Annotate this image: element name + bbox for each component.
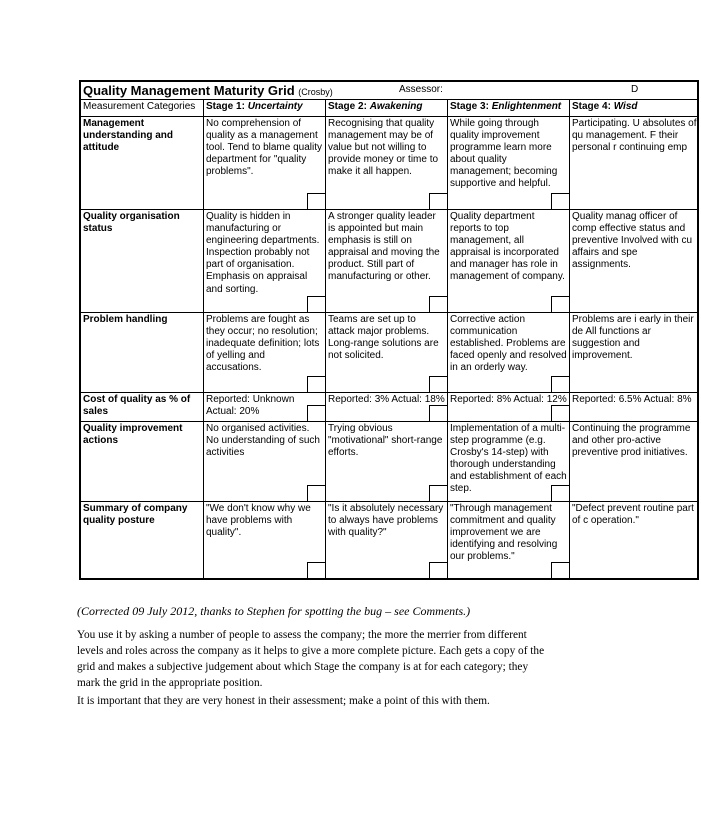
header-stage-1: Stage 1: Uncertainty: [203, 100, 325, 116]
date-label-cut: D: [631, 84, 639, 95]
mark-box[interactable]: [307, 193, 326, 210]
stage-4-cell[interactable]: Problems are i early in their de All functions ar suggestion and improvement.: [569, 313, 701, 392]
stage-4-cell[interactable]: Participating. U absolutes of qu management. F their personal r continuing emp: [569, 117, 701, 209]
category-label: Cost of quality as % of sales: [83, 394, 191, 418]
stage-1-cell[interactable]: "We don't know why we have problems with quality".: [203, 502, 325, 578]
assessor-label: Assessor:: [399, 84, 443, 95]
stage-4-cell[interactable]: Reported: 6.5% Actual: 8%: [569, 393, 701, 421]
stage-2-cell[interactable]: Trying obvious "motivational" short-range efforts.: [325, 422, 447, 501]
header-stage-3: Stage 3: Enlightenment: [447, 100, 569, 116]
stage-3-cell[interactable]: Implementation of a multi-step programme (e.g. Crosby's 14-step) with thorough understanding and establishment of each step.: [447, 422, 569, 501]
category-label: Management understanding and attitude: [83, 118, 173, 154]
category-label: Quality organisation status: [83, 211, 180, 235]
mark-box[interactable]: [551, 296, 570, 313]
stage-3-cell[interactable]: Corrective action communication established. Problems are faced openly and resolved in an orderly way.: [447, 313, 569, 392]
stage-2-cell[interactable]: Teams are set up to attack major problems. Long-range solutions are not solicited.: [325, 313, 447, 392]
header-categories: Measurement Categories: [83, 101, 196, 112]
mark-box[interactable]: [551, 405, 570, 422]
stage-4-cell[interactable]: Quality manag officer of comp effective status and preventive Involved with cu affairs and spe assignments.: [569, 210, 701, 312]
header-row: [81, 100, 697, 117]
stage-3-cell[interactable]: While going through quality improvement programme learn more about quality management; becoming supportive and helpful.: [447, 117, 569, 209]
mark-box[interactable]: [551, 485, 570, 502]
stage-2-cell[interactable]: Reported: 3% Actual: 18%: [325, 393, 447, 421]
mark-box[interactable]: [429, 296, 448, 313]
mark-box[interactable]: [551, 376, 570, 393]
grid-row-problem-handling: [81, 313, 697, 393]
stage-4-cell[interactable]: Continuing the programme and other pro-active preventive prod initiatives.: [569, 422, 701, 501]
stage-3-cell[interactable]: Quality department reports to top management, all appraisal is incorporated and manager has role in management of company.: [447, 210, 569, 312]
mark-box[interactable]: [429, 485, 448, 502]
grid-row-summary-posture: [81, 502, 697, 578]
grid-title-row: [81, 82, 697, 100]
stage-2-cell[interactable]: Recognising that quality management may be of value but not willing to provide money or time to make it all happen.: [325, 117, 447, 209]
maturity-grid-image: [79, 80, 697, 606]
mark-box[interactable]: [551, 562, 570, 579]
stage-3-cell[interactable]: Reported: 8% Actual: 12%: [447, 393, 569, 421]
mark-box[interactable]: [307, 485, 326, 502]
honesty-paragraph: It is important that they are very honest in their assessment; make a point of this with them.: [77, 695, 490, 707]
mark-box[interactable]: [429, 562, 448, 579]
mark-box[interactable]: [307, 376, 326, 393]
category-label: Quality improvement actions: [83, 423, 183, 447]
grid-row-management: [81, 117, 697, 210]
category-label: Summary of company quality posture: [83, 503, 188, 527]
mark-box[interactable]: [307, 405, 326, 422]
stage-2-cell[interactable]: A stronger quality leader is appointed but main emphasis is still on appraisal and moving the product. Still part of manufacturing or other.: [325, 210, 447, 312]
header-stage-2: Stage 2: Awakening: [325, 100, 447, 116]
maturity-grid-table: [79, 80, 699, 580]
correction-caption: (Corrected 09 July 2012, thanks to Stephen for spotting the bug – see Comments.): [77, 604, 471, 618]
stage-2-cell[interactable]: "Is it absolutely necessary to always have problems with quality?": [325, 502, 447, 578]
mark-box[interactable]: [429, 193, 448, 210]
usage-paragraph: You use it by asking a number of people to assess the company; the more the merrier from different levels and roles across the company as it helps to give a more complete picture. Each gets a copy of the grid and makes a subjective judgement about which Stage the company is at for each category; they mark the grid in the appropriate position.: [77, 629, 545, 689]
stage-1-cell[interactable]: Problems are fought as they occur; no resolution; inadequate definition; lots of yelling and accusations.: [203, 313, 325, 392]
mark-box[interactable]: [307, 296, 326, 313]
stage-4-cell[interactable]: "Defect prevent routine part of c operation.": [569, 502, 701, 578]
stage-1-cell[interactable]: No comprehension of quality as a management tool. Tend to blame quality department for "quality problems".: [203, 117, 325, 209]
stage-3-cell[interactable]: "Through management commitment and quality improvement we are identifying and resolving our problems.": [447, 502, 569, 578]
header-stage-4: Stage 4: Wisd: [569, 100, 701, 116]
stage-1-cell[interactable]: No organised activities. No understanding of such activities: [203, 422, 325, 501]
mark-box[interactable]: [429, 376, 448, 393]
mark-box[interactable]: [551, 193, 570, 210]
category-label: Problem handling: [83, 314, 168, 325]
mark-box[interactable]: [429, 405, 448, 422]
grid-title: Quality Management Maturity Grid (Crosby): [83, 83, 333, 98]
mark-box[interactable]: [307, 562, 326, 579]
grid-title-source: (Crosby): [298, 87, 333, 97]
stage-1-cell[interactable]: Quality is hidden in manufacturing or engineering departments. Inspection probably not part of organisation. Emphasis on appraisal and sorting.: [203, 210, 325, 312]
grid-row-organisation: [81, 210, 697, 313]
stage-1-cell[interactable]: Reported: Unknown Actual: 20%: [203, 393, 325, 421]
grid-row-cost-of-quality: [81, 393, 697, 422]
grid-row-improvement-actions: [81, 422, 697, 502]
